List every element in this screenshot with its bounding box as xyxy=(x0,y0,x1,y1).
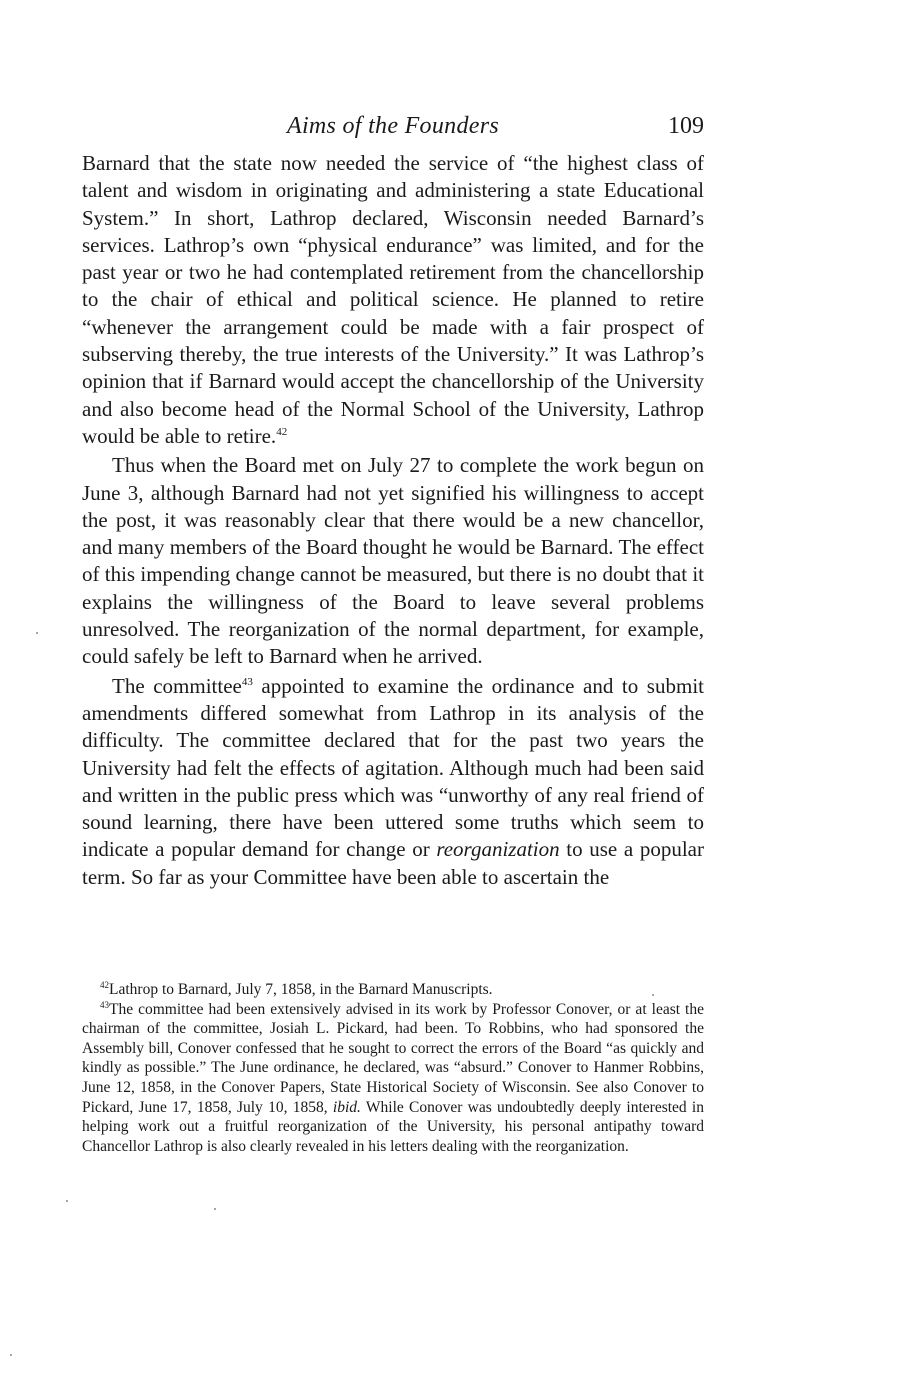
scan-speck xyxy=(66,1200,68,1202)
paragraph-2-text: Thus when the Board met on July 27 to complete the work begun on June 3, although Barnard had not yet signified his willingness to accept the post, it was reasonably clear that there would be a new chancellor, and many members of the Board thought he would be Barnard. The effect of this impending change cannot be measured, but there is no doubt that it explains the willingness of the Board to leave several problems unresolved. The reorganization of the normal department, for example, could safely be left to Barnard when he arrived. xyxy=(82,453,704,669)
scan-speck xyxy=(10,1354,12,1356)
note-ref-43: 43 xyxy=(241,675,253,688)
footnote-42 xyxy=(82,980,704,1000)
paragraph-2 xyxy=(82,452,704,670)
running-title: Aims of the Founders xyxy=(287,113,499,139)
paragraph-1 xyxy=(82,150,704,450)
scan-speck xyxy=(652,994,654,996)
scan-speck xyxy=(214,1208,216,1210)
footnote-43-text-end: While Conover was undoubtedly deeply interested in helping work out a fruitful reorganization of the University, his personal antipathy toward Chancellor Lathrop is also clearly revealed in his letters dealing with the reorganization. xyxy=(82,1098,704,1155)
paragraph-3-lead: The committee xyxy=(112,673,242,698)
paragraph-3-text: appointed to examine the ordinance and to submit amendments differed somewhat from Lathrop in its analysis of the difficulty. The committee declared that for the past two years the University had felt the effects of agitation. Although much had been said and written in the public press which was “unworthy of any real friend of sound learning, there have been uttered some truths which seem to indicate a popular demand for change or xyxy=(82,673,704,862)
footnotes xyxy=(82,980,704,1156)
running-head xyxy=(82,108,704,144)
body-text xyxy=(82,150,704,891)
paragraph-1-text: Barnard that the state now needed the service of “the highest class of talent and wisdom in originating and administering a state Educational System.” In short, Lathrop declared, Wisconsin needed Barnard’s services. Lathrop’s own “physical endurance” was limited, and for the past year or two he had contemplated retirement from the chancellorship to the chair of ethical and political science. He planned to retire “whenever the arrangement could be made with a fair prospect of subserving thereby, the true interests of the University.” It was Lathrop’s opinion that if Barnard would accept the chancellorship of the University and also become head of the Normal School of the University, Lathrop would be able to retire. xyxy=(82,151,704,448)
note-ref-42: 42 xyxy=(276,425,288,438)
page-number: 109 xyxy=(668,113,704,139)
footnote-42-text: Lathrop to Barnard, July 7, 1858, in the Barnard Manuscripts. xyxy=(109,981,493,998)
paragraph-3-italic: reorganization xyxy=(436,837,560,862)
footnote-43 xyxy=(82,1000,704,1157)
footnote-43-marker: 43 xyxy=(100,999,109,1010)
footnote-42-marker: 42 xyxy=(100,980,109,990)
paragraph-3-text-end: to use a popular term. So far as your Committee have been able to ascertain the xyxy=(82,837,704,889)
scan-speck xyxy=(36,632,38,634)
footnote-43-text: The committee had been extensively advised in its work by Professor Conover, or at least the chairman of the committee, Josiah L. Pickard, had been. To Robbins, who had sponsored the Assembly bill, Conover confessed that he sought to correct the errors of the Board “as quickly and kindly as possible.” The June ordinance, he declared, was “absurd.” Conover to Hanmer Robbins, June 12, 1858, in the Conover Papers, State Historical Society of Wisconsin. See also Conover to Pickard, June 17, 1858, July 10, 1858, xyxy=(82,1000,704,1116)
footnote-43-italic: ibid. xyxy=(332,1098,361,1116)
paragraph-3 xyxy=(82,673,704,891)
